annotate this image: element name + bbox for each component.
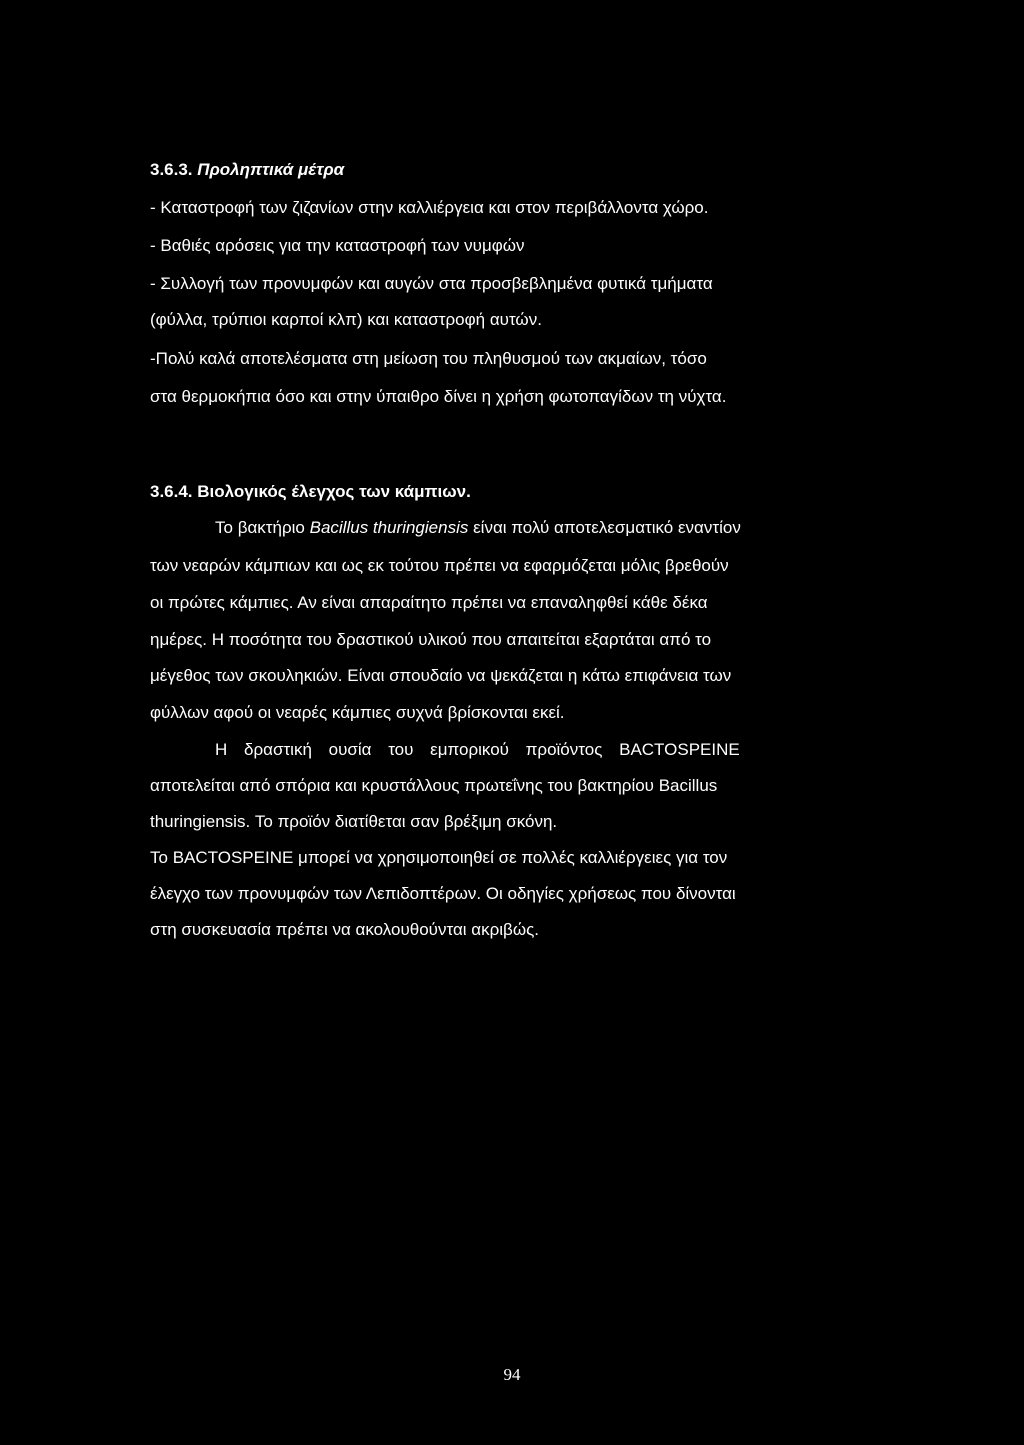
text-line: οι πρώτες κάμπιες. Αν είναι απαραίτητο πρέπει να επαναληφθεί κάθε δέκα — [150, 593, 708, 612]
text-line: των νεαρών κάμπιων και ως εκ τούτου πρέπει να εφαρμόζεται μόλις βρεθούν — [150, 556, 729, 575]
text-line: - Βαθιές αρόσεις για την καταστροφή των νυμφών — [150, 236, 525, 255]
text-line — [215, 518, 741, 538]
section-title: Προληπτικά μέτρα — [197, 160, 345, 179]
text-line: Η δραστική ουσία του εμπορικού προϊόντος BACTOSPEINE — [215, 740, 740, 759]
section-number: 3.6.3. — [150, 160, 193, 179]
text-line: ημέρες. Η ποσότητα του δραστικού υλικού που απαιτείται εξαρτάται από το — [150, 630, 712, 649]
text-run: είναι πολύ αποτελεσματικό εναντίον — [468, 518, 741, 537]
species-name: Bacillus thuringiensis — [309, 518, 469, 537]
text-line: (φύλλα, τρύπιοι καρποί κλπ) και καταστροφή αυτών. — [150, 310, 542, 329]
text-line: αποτελείται από σπόρια και κρυστάλλους πρωτεΐνης του βακτηρίου Bacillus — [150, 776, 718, 795]
text-line: μέγεθος των σκουληκιών. Είναι σπουδαίο να ψεκάζεται η κάτω επιφάνεια των — [150, 666, 732, 685]
text-line: - Καταστροφή των ζιζανίων στην καλλιέργεια και στον περιβάλλοντα χώρο. — [150, 198, 709, 217]
page-number: 94 — [503, 1365, 521, 1384]
text-line: -Πολύ καλά αποτελέσματα στη μείωση του πληθυσμού των ακμαίων, τόσο — [150, 349, 707, 368]
text-run: Το βακτήριο — [215, 518, 310, 537]
section-number: 3.6.4. — [150, 482, 193, 501]
text-line: Το BACTOSPEINE μπορεί να χρησιμοποιηθεί σε πολλές καλλιέργειες για τον — [150, 848, 728, 867]
text-line: έλεγχο των προνυμφών των Λεπιδοπτέρων. Οι οδηγίες χρήσεως που δίνονται — [150, 884, 736, 903]
section-heading-364 — [150, 482, 471, 502]
text-line: thuringiensis. Το προϊόν διατίθεται σαν βρέξιμη σκόνη. — [150, 812, 558, 831]
text-line: φύλλων αφού οι νεαρές κάμπιες συχνά βρίσκονται εκεί. — [150, 703, 565, 722]
section-title: Βιολογικός έλεγχος των κάμπιων. — [197, 482, 471, 501]
text-line: στη συσκευασία πρέπει να ακολουθούνται ακριβώς. — [150, 920, 540, 939]
text-line: στα θερμοκήπια όσο και στην ύπαιθρο δίνει η χρήση φωτοπαγίδων τη νύχτα. — [150, 387, 727, 406]
section-heading-363 — [150, 160, 344, 180]
text-line: - Συλλογή των προνυμφών και αυγών στα προσβεβλημένα φυτικά τμήματα — [150, 274, 713, 293]
